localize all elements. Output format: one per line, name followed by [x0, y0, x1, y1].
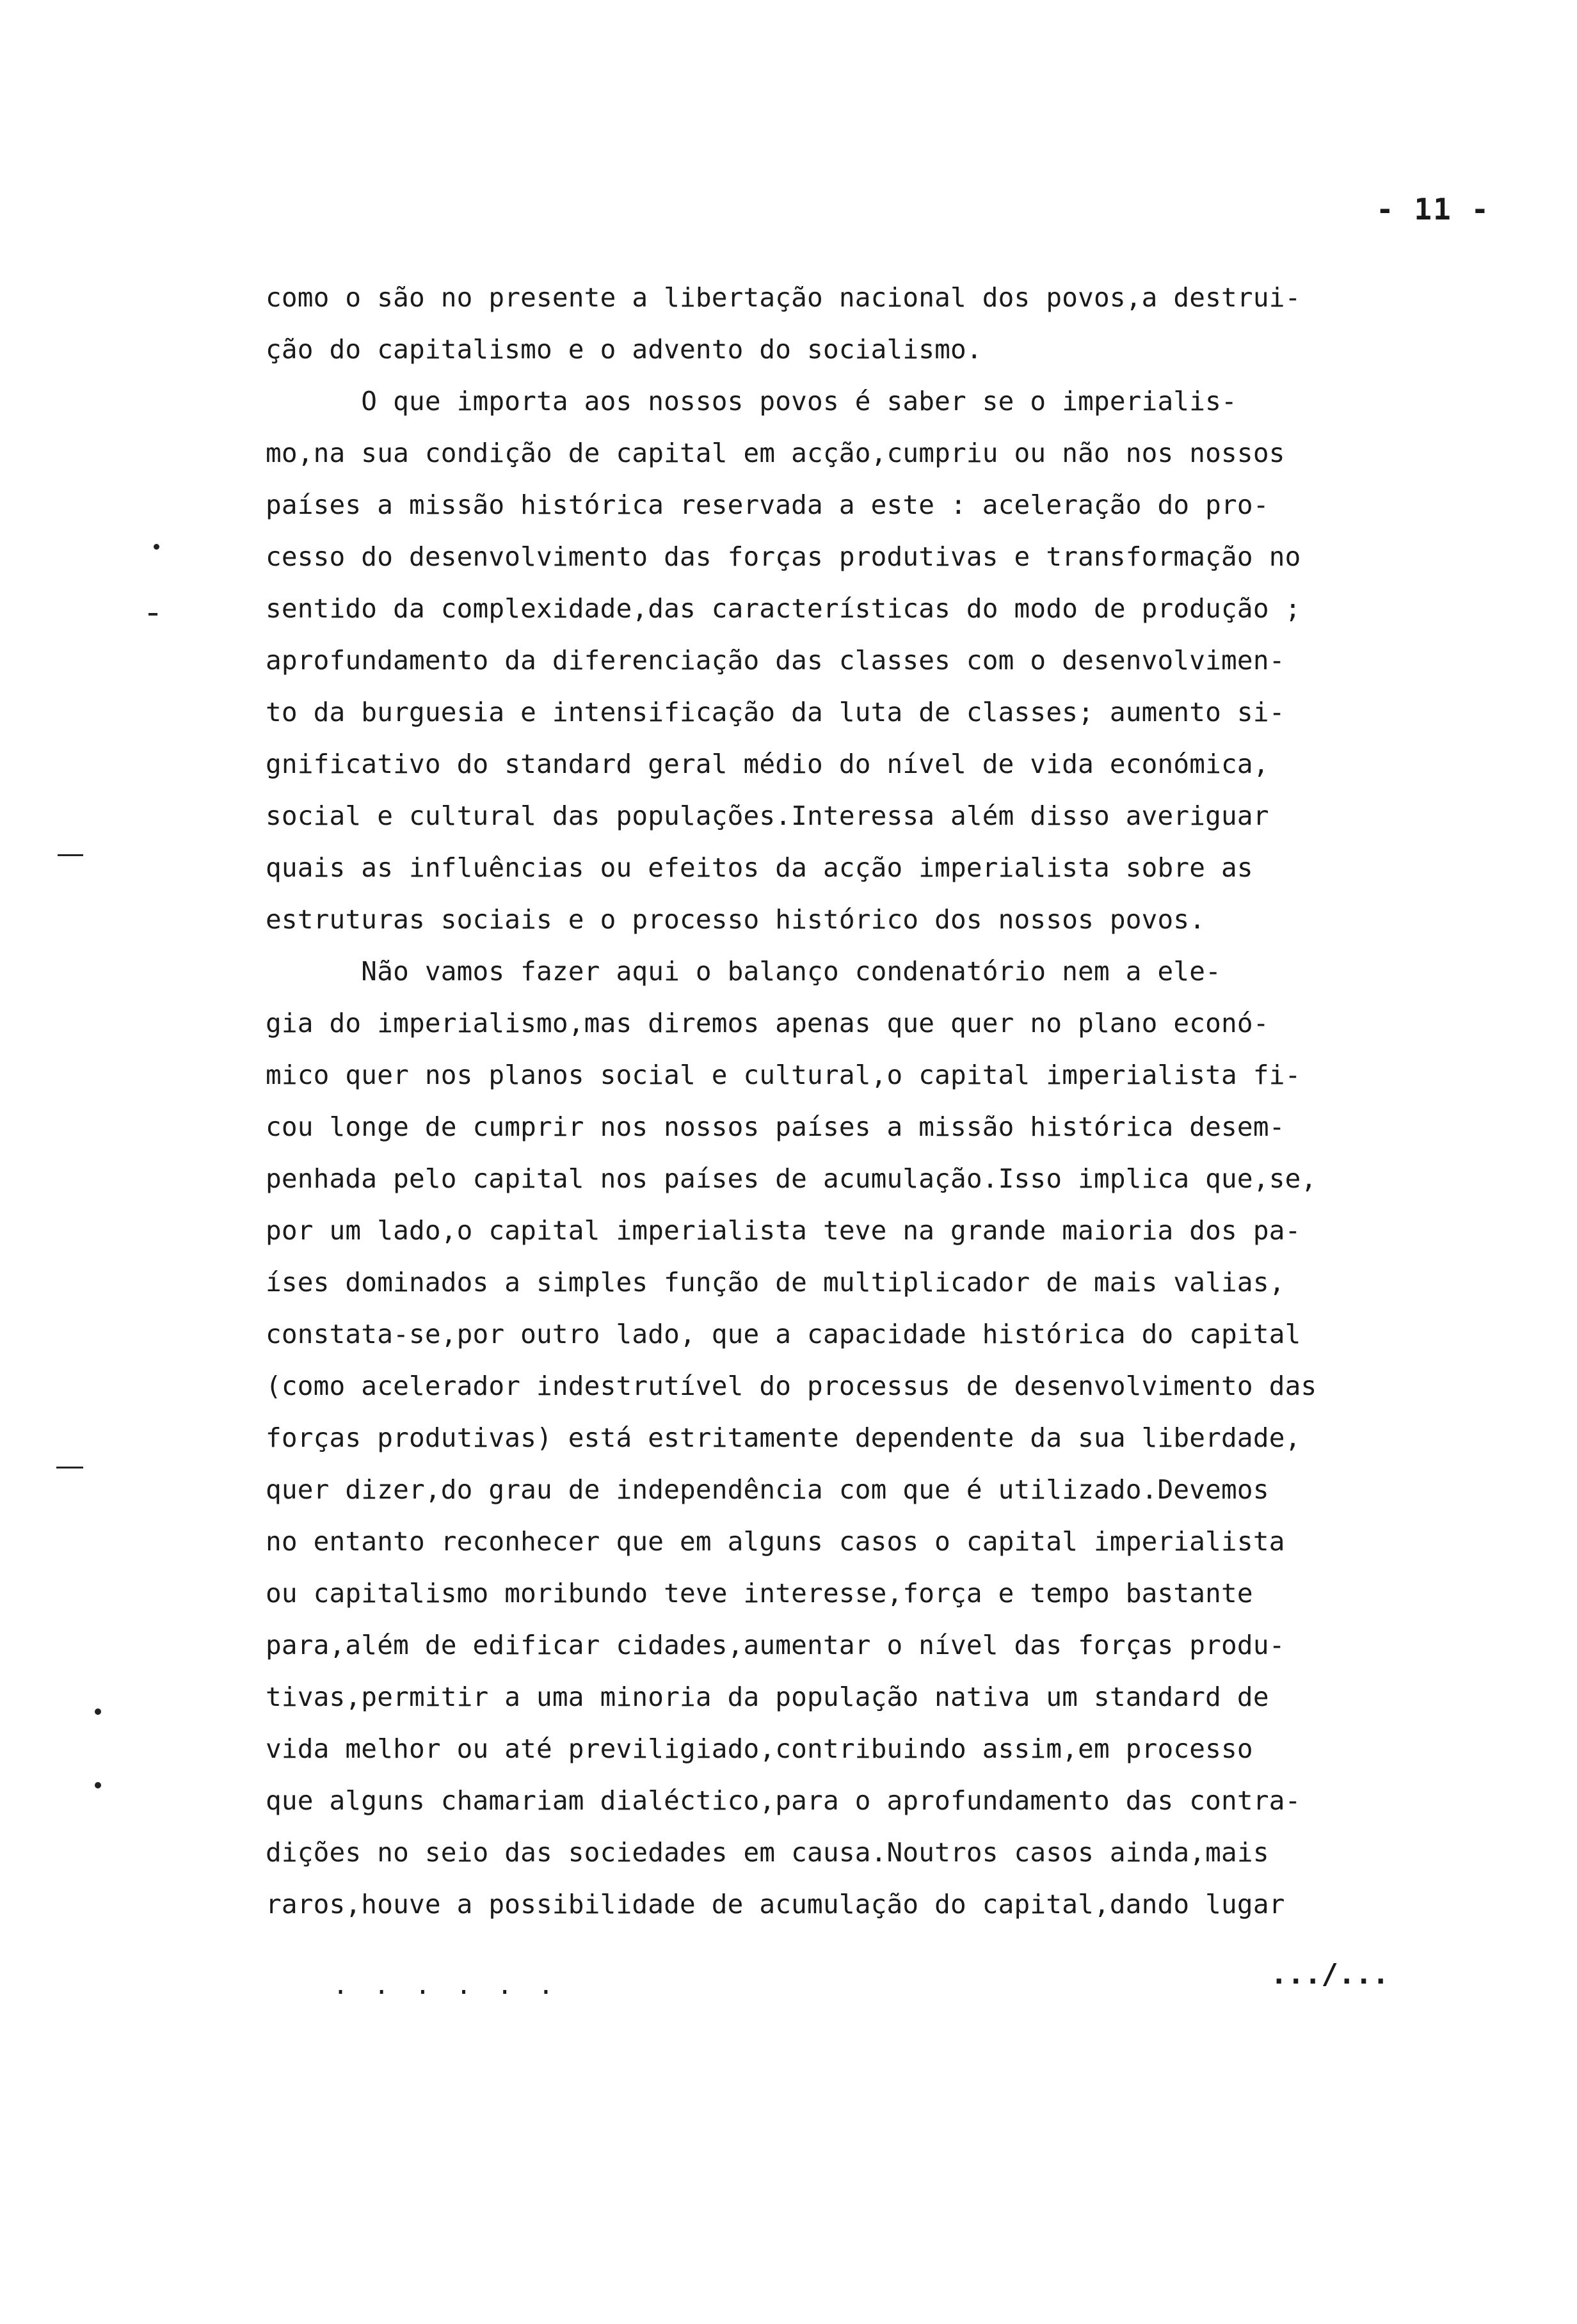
text-line: países a missão histórica reservada a este : aceleração do pro-: [266, 489, 1269, 520]
stray-dots: . . . . . .: [333, 1971, 559, 2000]
text-line: constata-se,por outro lado, que a capacidade histórica do capital: [266, 1319, 1301, 1349]
text-line: gnificativo do standard geral médio do nível de vida económica,: [266, 749, 1269, 779]
text-line: forças produtivas) está estritamente dependente da sua liberdade,: [266, 1422, 1301, 1453]
margin-dash: [148, 613, 157, 616]
margin-dash: [58, 854, 83, 856]
body-text: [266, 272, 1514, 1930]
text-line: mico quer nos planos social e cultural,o capital imperialista fi-: [266, 1060, 1301, 1090]
text-line: estruturas sociais e o processo histórico dos nossos povos.: [266, 904, 1206, 935]
text-line: cou longe de cumprir nos nossos países a missão histórica desem-: [266, 1111, 1285, 1142]
text-line: Não vamos fazer aqui o balanço condenatório nem a ele-: [266, 956, 1222, 987]
page-number: - 11 -: [1376, 192, 1491, 227]
text-line: no entanto reconhecer que em alguns casos o capital imperialista: [266, 1526, 1285, 1557]
margin-dot: [154, 544, 159, 550]
text-line: íses dominados a simples função de multiplicador de mais valias,: [266, 1267, 1285, 1298]
text-line: ção do capitalismo e o advento do socialismo.: [266, 334, 982, 365]
text-line: para,além de edificar cidades,aumentar o nível das forças produ-: [266, 1630, 1285, 1660]
text-line: gia do imperialismo,mas diremos apenas que quer no plano econó-: [266, 1008, 1269, 1039]
continuation-mark: .../...: [1270, 1958, 1389, 1991]
text-line: penhada pelo capital nos países de acumulação.Isso implica que,se,: [266, 1163, 1317, 1194]
text-line: sentido da complexidade,das características do modo de produção ;: [266, 593, 1301, 624]
margin-dot: [95, 1708, 101, 1715]
text-line: social e cultural das populações.Interessa além disso averiguar: [266, 800, 1269, 831]
text-line: por um lado,o capital imperialista teve na grande maioria dos pa-: [266, 1215, 1301, 1246]
text-line: dições no seio das sociedades em causa.Noutros casos ainda,mais: [266, 1837, 1269, 1868]
margin-dot: [95, 1782, 101, 1788]
margin-dash: [56, 1467, 83, 1468]
text-line: to da burguesia e intensificação da luta de classes; aumento si-: [266, 697, 1285, 728]
text-line: vida melhor ou até previligiado,contribuindo assim,em processo: [266, 1733, 1253, 1764]
text-line: (como acelerador indestrutível do processus de desenvolvimento das: [266, 1371, 1317, 1401]
text-line: ou capitalismo moribundo teve interesse,força e tempo bastante: [266, 1578, 1253, 1609]
text-line: que alguns chamariam dialéctico,para o aprofundamento das contra-: [266, 1785, 1301, 1816]
text-line: tivas,permitir a uma minoria da população nativa um standard de: [266, 1682, 1269, 1712]
text-line: como o são no presente a libertação nacional dos povos,a destrui-: [266, 282, 1301, 313]
text-line: quer dizer,do grau de independência com que é utilizado.Devemos: [266, 1474, 1269, 1505]
text-line: cesso do desenvolvimento das forças produtivas e transformação no: [266, 541, 1301, 572]
text-line: quais as influências ou efeitos da acção imperialista sobre as: [266, 852, 1253, 883]
text-line: O que importa aos nossos povos é saber se o imperialis-: [266, 386, 1237, 417]
text-line: aprofundamento da diferenciação das classes com o desenvolvimen-: [266, 645, 1285, 676]
text-line: mo,na sua condição de capital em acção,cumpriu ou não nos nossos: [266, 438, 1285, 468]
text-line: raros,houve a possibilidade de acumulação do capital,dando lugar: [266, 1889, 1285, 1920]
